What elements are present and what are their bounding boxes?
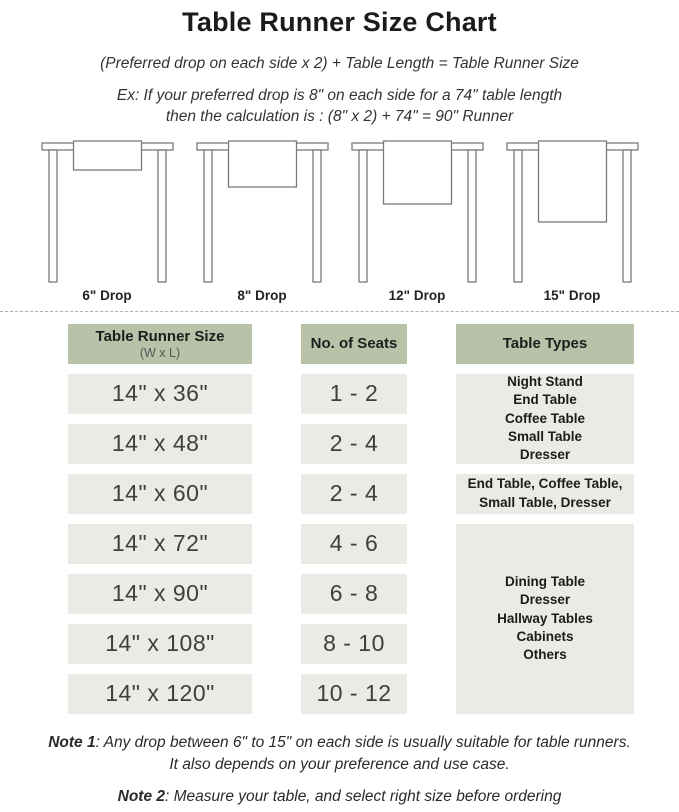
note-2-label: Note 2 — [117, 788, 166, 806]
runner — [383, 141, 451, 204]
table-types-cell — [456, 474, 634, 514]
table-drop-figure — [185, 133, 340, 303]
table-types-cell — [456, 374, 634, 464]
table-illustration — [350, 133, 485, 285]
header-runner-size-label: Table Runner Size — [95, 327, 225, 345]
column-types — [456, 324, 634, 714]
header-wxl-label: (W x L) — [139, 345, 181, 360]
note-1 — [0, 732, 679, 775]
seats-cell: 4 - 6 — [301, 524, 407, 564]
table-drop-figure — [495, 133, 650, 303]
page-title: Table Runner Size Chart — [182, 7, 497, 37]
runner — [538, 141, 606, 222]
header-types: Table Types — [456, 324, 634, 364]
note-1-line-1: : Any drop between 6" to 15" on each side is usually suitable for table runners. — [95, 733, 631, 751]
table-illustration — [505, 133, 640, 285]
drop-label: 12" Drop — [388, 287, 446, 303]
table-leg-right — [158, 150, 166, 282]
seats-cell: 2 - 4 — [301, 474, 407, 514]
seats-cell: 1 - 2 — [301, 374, 407, 414]
section-divider — [0, 311, 679, 312]
table-illustration — [195, 133, 330, 285]
seats-cell: 8 - 10 — [301, 624, 407, 664]
note-1-label: Note 1 — [48, 733, 96, 751]
formula-text: (Preferred drop on each side x 2) + Table Length = Table Runner Size — [100, 55, 579, 72]
runner-size-cell: 14" x 108" — [68, 624, 252, 664]
table-leg-left — [514, 150, 522, 282]
header-seats: No. of Seats — [301, 324, 407, 364]
drop-label: 8" Drop — [237, 287, 287, 303]
table-leg-right — [468, 150, 476, 282]
runner — [228, 141, 296, 187]
table-types-text: End Table, Coffee Table, Small Table, Dresser — [467, 476, 623, 510]
header-runner-size — [68, 324, 252, 364]
example-line-1: Ex: If your preferred drop is 8" on each side for a 74" table length — [116, 87, 563, 104]
seats-cell: 2 - 4 — [301, 424, 407, 464]
table-leg-left — [49, 150, 57, 282]
table-leg-right — [313, 150, 321, 282]
size-table — [0, 324, 679, 714]
seats-cell: 10 - 12 — [301, 674, 407, 714]
table-leg-left — [204, 150, 212, 282]
runner-size-cell: 14" x 60" — [68, 474, 252, 514]
example-line-2: then the calculation is : (8" x 2) + 74" = 90" Runner — [165, 107, 514, 125]
drop-label: 6" Drop — [82, 287, 132, 303]
table-types-text: Night Stand End Table Coffee Table Small Table Dresser — [504, 373, 585, 463]
seats-cell: 6 - 8 — [301, 574, 407, 614]
drop-diagrams — [0, 133, 679, 303]
column-seats — [301, 324, 407, 714]
runner-size-cell: 14" x 72" — [68, 524, 252, 564]
table-illustration — [40, 133, 175, 285]
runner-size-cell: 14" x 120" — [68, 674, 252, 714]
runner-size-cell: 14" x 48" — [68, 424, 252, 464]
note-1-line-2: It also depends on your preference and use case. — [169, 755, 510, 773]
note-2 — [0, 786, 679, 808]
drop-label: 15" Drop — [543, 287, 601, 303]
runner-size-cell: 14" x 90" — [68, 574, 252, 614]
table-types-text: Dining Table Dresser Hallway Tables Cabinets Others — [497, 573, 593, 663]
table-drop-figure — [340, 133, 495, 303]
table-types-cell — [456, 524, 634, 714]
note-2-text: : Measure your table, and select right size before ordering — [165, 788, 562, 806]
table-leg-left — [359, 150, 367, 282]
example-text — [0, 86, 679, 128]
runner — [73, 141, 141, 170]
runner-size-cell: 14" x 36" — [68, 374, 252, 414]
column-runner-size — [68, 324, 252, 714]
table-drop-figure — [30, 133, 185, 303]
table-leg-right — [623, 150, 631, 282]
